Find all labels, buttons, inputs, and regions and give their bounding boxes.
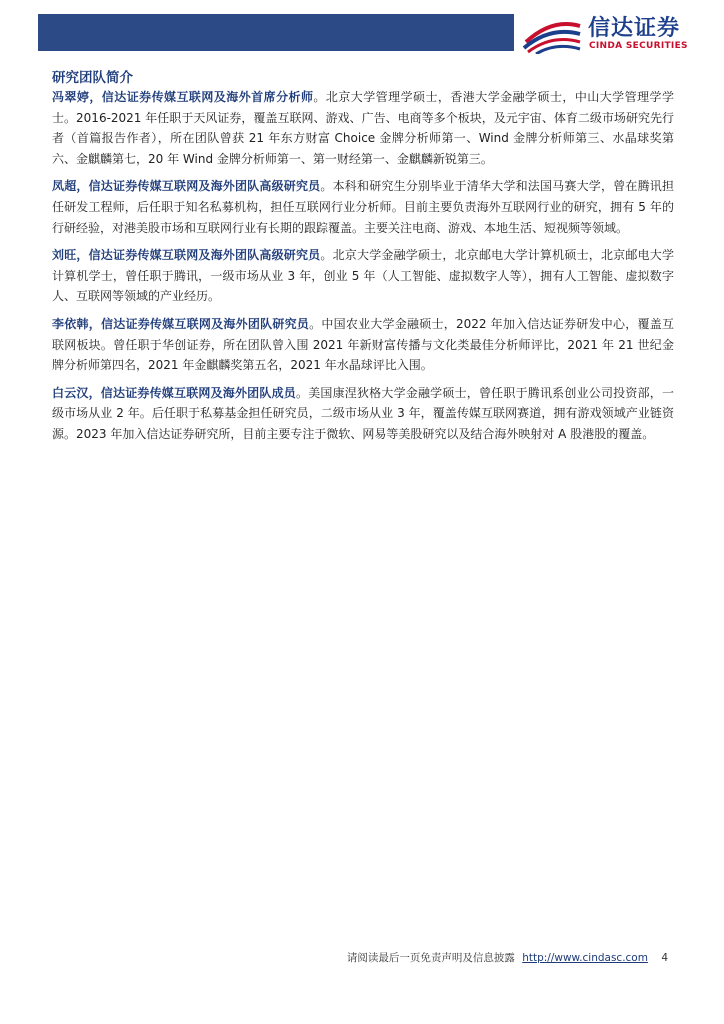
section-title: 研究团队简介: [52, 70, 133, 86]
analyst-description: 美国康涅狄格大学金融学硕士，曾任职于腾讯系创业公司投资部，一级市场从业 2 年。后任职于私募基金担任研究员，二级市场从业 3 年，覆盖传媒互联网赛道，拥有游戏领域产业链资源。2023 年加入信达证券研究所，目前主要专注于微软、网易等美股研究以及结合海外映射对 A 股港股的覆盖。: [52, 385, 674, 441]
logo-english-text: CINDA SECURITIES: [589, 41, 688, 51]
analyst-bio: 凤超，信达证券传媒互联网及海外团队高级研究员。本科和研究生分别毕业于清华大学和法国马赛大学，曾在腾讯担任研发工程师，后任职于知名私募机构，担任互联网行业分析师。目前主要负责海外互联网行业的研究，拥有 5 年的行研经验，对港美股市场和互联网行业有长期的跟踪覆盖。主要关注电商、游戏、本地生活、短视频等领域。: [52, 179, 674, 235]
analyst-description: 北京大学管理学硕士，香港大学金融学硕士，中山大学管理学学士。2016-2021 年任职于天风证券，覆盖互联网、游戏、广告、电商等多个板块，及元宇宙、体育二级市场研究先行者（首篇报告作者），所在团队曾获 21 年东方财富 Choice 金牌分析师第一、Wind 金牌分析师第三、水晶球奖第六、金麒麟第七，20 年 Wind 金牌分析师第一、第一财经第一、金麒麟新锐第三。: [52, 90, 674, 166]
analyst-description: 本科和研究生分别毕业于清华大学和法国马赛大学，曾在腾讯担任研发工程师，后任职于知名私募机构，担任互联网行业分析师。目前主要负责海外互联网行业的研究，拥有 5 年的行研经验，对港美股市场和互联网行业有长期的跟踪覆盖。主要关注电商、游戏、本地生活、短视频等领域。: [52, 179, 674, 235]
cinda-logo: [522, 10, 702, 58]
analyst-bio: 白云汉，信达证券传媒互联网及海外团队成员。美国康涅狄格大学金融学硕士，曾任职于腾讯系创业公司投资部，一级市场从业 2 年。后任职于私募基金担任研究员，二级市场从业 3 年，覆盖传媒互联网赛道，拥有游戏领域产业链资源。2023 年加入信达证券研究所，目前主要专注于微软、网易等美股研究以及结合海外映射对 A 股港股的覆盖。: [52, 385, 674, 441]
logo-chinese-text: 信达证券: [588, 16, 681, 41]
analyst-title: 李依韩，信达证券传媒互联网及海外团队研究员: [52, 316, 310, 331]
page-footer: [347, 950, 668, 965]
analyst-title: 凤超，信达证券传媒互联网及海外团队高级研究员: [52, 179, 321, 194]
page-number: 4: [661, 952, 668, 964]
website-link[interactable]: http://www.cindasc.com: [522, 952, 648, 964]
analyst-title: 刘旺，信达证券传媒互联网及海外团队高级研究员: [52, 248, 321, 263]
analyst-description: 北京大学金融学硕士，北京邮电大学计算机硕士，北京邮电大学计算机学士，曾任职于腾讯，一级市场从业 3 年，创业 5 年（人工智能、虚拟数字人等），拥有人工智能、虚拟数字人、互联网等领域的产业经历。: [52, 248, 674, 304]
analyst-description: 中国农业大学金融硕士，2022 年加入信达证券研发中心，覆盖互联网板块。曾任职于华创证券，所在团队曾入围 2021 年新财富传播与文化类最佳分析师评比，2021 年 21 世纪金牌分析师第四名，2021 年金麒麟奖第五名，2021 年水晶球评比入围。: [52, 316, 674, 373]
analyst-bio: 刘旺，信达证券传媒互联网及海外团队高级研究员。北京大学金融学硕士，北京邮电大学计算机硕士，北京邮电大学计算机学士，曾任职于腾讯，一级市场从业 3 年，创业 5 年（人工智能、虚拟数字人等），拥有人工智能、虚拟数字人、互联网等领域的产业经历。: [52, 248, 674, 304]
header-bar: [38, 14, 514, 51]
cinda-logo-icon: [522, 12, 582, 54]
analyst-bio: 冯翠婷，信达证券传媒互联网及海外首席分析师。北京大学管理学硕士，香港大学金融学硕士，中山大学管理学学士。2016-2021 年任职于天风证券，覆盖互联网、游戏、广告、电商等多个板块，及元宇宙、体育二级市场研究先行者（首篇报告作者），所在团队曾获 21 年东方财富 Choice 金牌分析师第一、Wind 金牌分析师第三、水晶球奖第六、金麒麟第七，20 年 Wind 金牌分析师第一、第一财经第一、金麒麟新锐第三。: [52, 90, 674, 166]
analyst-title: 冯翠婷，信达证券传媒互联网及海外首席分析师: [52, 90, 314, 104]
analyst-title: 白云汉，信达证券传媒互联网及海外团队成员: [52, 385, 296, 400]
analyst-list: [52, 87, 674, 452]
analyst-bio: 李依韩，信达证券传媒互联网及海外团队研究员。中国农业大学金融硕士，2022 年加入信达证券研发中心，覆盖互联网板块。曾任职于华创证券，所在团队曾入围 2021 年新财富传播与文化类最佳分析师评比，2021 年 21 世纪金牌分析师第四名，2021 年金麒麟奖第五名，2021 年水晶球评比入围。: [52, 316, 674, 373]
footer-disclaimer: 请阅读最后一页免责声明及信息披露: [346, 952, 515, 964]
